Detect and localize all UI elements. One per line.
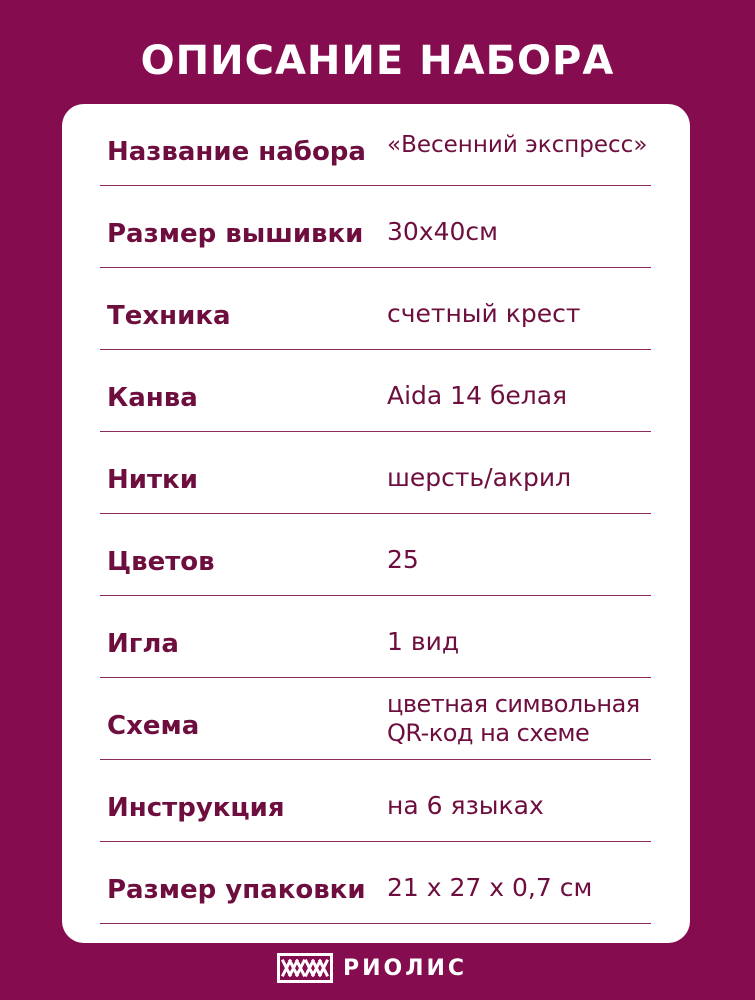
spec-label: Канва (107, 383, 198, 413)
spec-value: шерсть/акрил (387, 463, 572, 492)
spec-value (387, 690, 640, 748)
spec-row-threads (100, 432, 651, 514)
spec-value-line: QR-код на схеме (387, 719, 590, 747)
spec-value: 25 (387, 545, 419, 574)
brand-name: РИОЛИС (343, 955, 468, 981)
spec-row-canvas (100, 350, 651, 432)
spec-value-line: цветная символьная (387, 690, 640, 718)
spec-value: Aida 14 белая (387, 381, 568, 410)
spec-value: на 6 языках (387, 791, 544, 820)
brand-logo (277, 953, 467, 983)
spec-value: счетный крест (387, 299, 581, 328)
spec-value: 1 вид (387, 627, 460, 656)
spec-value: 21 х 27 х 0,7 см (387, 873, 593, 902)
spec-row-embroidery-size (100, 186, 651, 268)
spec-row-technique (100, 268, 651, 350)
riolis-cross-stitch-logo-icon (277, 953, 333, 983)
spec-label: Цветов (107, 547, 215, 577)
spec-label: Техника (107, 301, 231, 331)
spec-label: Нитки (107, 465, 198, 495)
spec-label: Схема (107, 711, 200, 741)
spec-label: Игла (107, 629, 179, 659)
spec-label: Инструкция (107, 793, 285, 823)
spec-label: Размер упаковки (107, 875, 366, 905)
spec-row-package-size (100, 842, 651, 924)
spec-label: Название набора (107, 137, 366, 167)
spec-value: 30х40см (387, 217, 499, 246)
spec-row-instructions (100, 760, 651, 842)
spec-row-kit-name (100, 104, 651, 186)
page-title: ОПИСАНИЕ НАБОРА (140, 38, 615, 84)
spec-row-colors (100, 514, 651, 596)
spec-row-chart (100, 678, 651, 760)
kit-description-card (62, 104, 690, 943)
spec-row-needle (100, 596, 651, 678)
spec-label: Размер вышивки (107, 219, 364, 249)
spec-value: «Весенний экспресс» (387, 132, 648, 158)
